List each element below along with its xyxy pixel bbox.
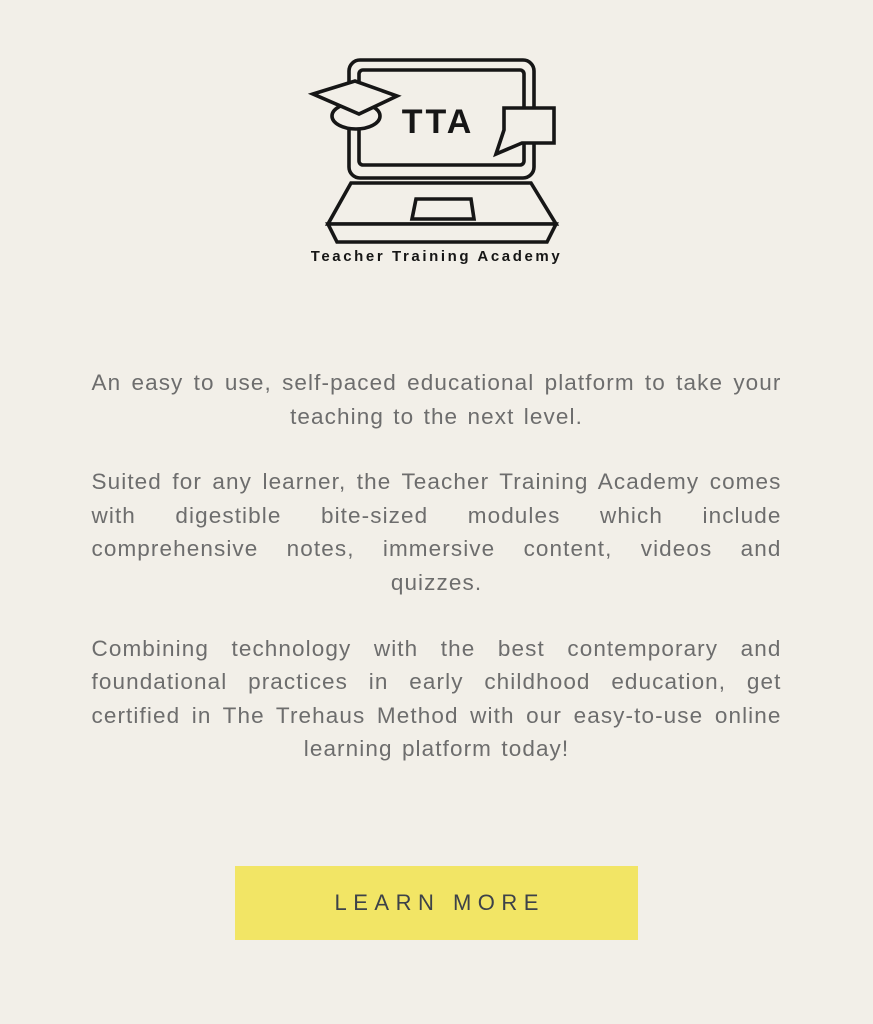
logo-label — [311, 249, 563, 266]
graduation-cap-icon — [313, 81, 397, 129]
body-paragraph: Suited for any learner, the Teacher Training Academy comes with digestible bite-sized modules which include comprehensive notes, immersive content, videos and quizzes. — [91, 469, 782, 595]
logo — [304, 52, 569, 266]
logo-label-text: Teacher Training Academy — [310, 249, 563, 265]
body-paragraph: Combining technology with the best contemporary and foundational practices in early childhood education, get certified in The Trehaus Method with our easy-to-use online learning platform today! — [91, 635, 782, 762]
description-text — [92, 366, 782, 766]
logo-acronym: TTA — [401, 103, 475, 141]
learn-more-button[interactable]: LEARN MORE — [235, 866, 638, 940]
body-paragraph: An easy to use, self-paced educational platform to take your teaching to the next level. — [91, 370, 782, 429]
tta-laptop-logo-icon — [304, 52, 569, 248]
